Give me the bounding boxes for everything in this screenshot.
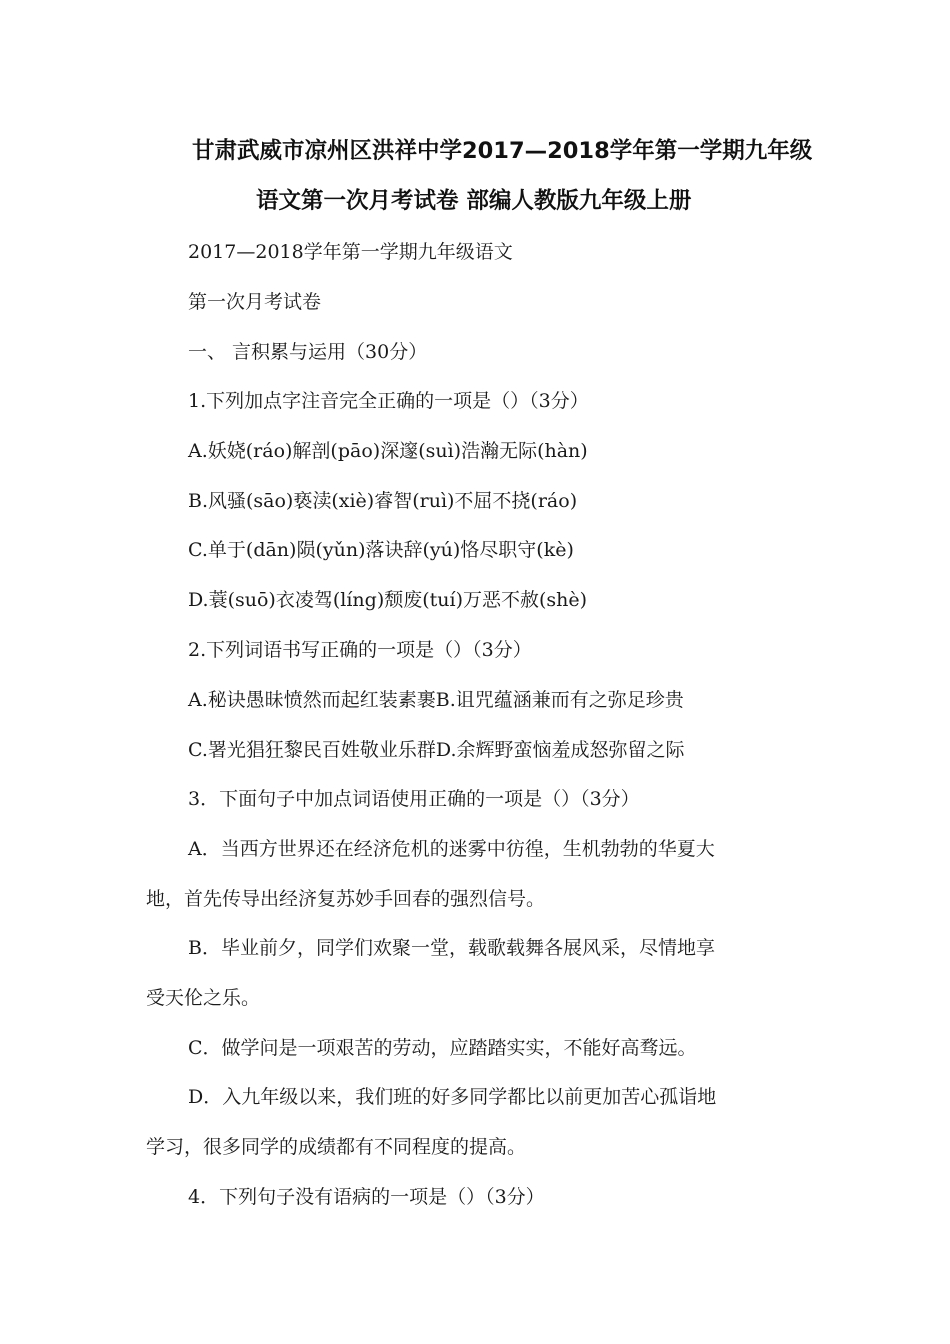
answer-option: C.单于(dān)陨(yǔn)落诀辞(yú)恪尽职守(kè) [188,539,574,561]
answer-option: C．做学问是一项艰苦的劳动，应踏踏实实，不能好高骛远。 [188,1037,697,1059]
answer-option-continued: 地，首先传导出经济复苏妙手回春的强烈信号。 [146,888,546,910]
section-heading: 一、 言积累与运用（30分） [188,341,428,363]
subtitle-line: 2017—2018学年第一学期九年级语文 [188,241,513,263]
answer-option-continued: 学习，很多同学的成绩都有不同程度的提高。 [146,1136,527,1158]
answer-option: C.署光猖狂黎民百姓敬业乐群D.余辉野蛮恼羞成怒弥留之际 [188,739,685,761]
answer-option: D.蓑(suō)衣凌驾(líng)颓废(tuí)万恶不赦(shè) [188,589,588,611]
answer-option-continued: 受天伦之乐。 [146,987,261,1009]
question-stem: 3．下面句子中加点词语使用正确的一项是（）（3分） [188,788,640,810]
answer-option: B．毕业前夕，同学们欢聚一堂，载歌载舞各展风采，尽情地享 [188,937,715,959]
subtitle-line: 第一次月考试卷 [188,291,322,313]
question-stem: 4．下列句子没有语病的一项是（）（3分） [188,1186,545,1208]
document-title-line-1: 甘肃武威市凉州区洪祥中学2017—2018学年第一学期九年级 [192,138,813,164]
answer-option: B.风骚(sāo)亵渎(xiè)睿智(ruì)不屈不挠(ráo) [188,490,578,512]
answer-option: A.妖娆(ráo)解剖(pāo)深邃(suì)浩瀚无际(hàn) [188,440,588,462]
document-title-line-2: 语文第一次月考试卷 部编人教版九年级上册 [256,188,692,214]
answer-option: D．入九年级以来，我们班的好多同学都比以前更加苦心孤诣地 [188,1086,717,1108]
answer-option: A．当西方世界还在经济危机的迷雾中彷徨，生机勃勃的华夏大 [188,838,715,860]
answer-option: A.秘诀愚昧愤然而起红装素裹B.诅咒蕴涵兼而有之弥足珍贵 [188,689,684,711]
question-stem: 1.下列加点字注音完全正确的一项是（）（3分） [188,390,589,412]
question-stem: 2.下列词语书写正确的一项是（）（3分） [188,639,532,661]
